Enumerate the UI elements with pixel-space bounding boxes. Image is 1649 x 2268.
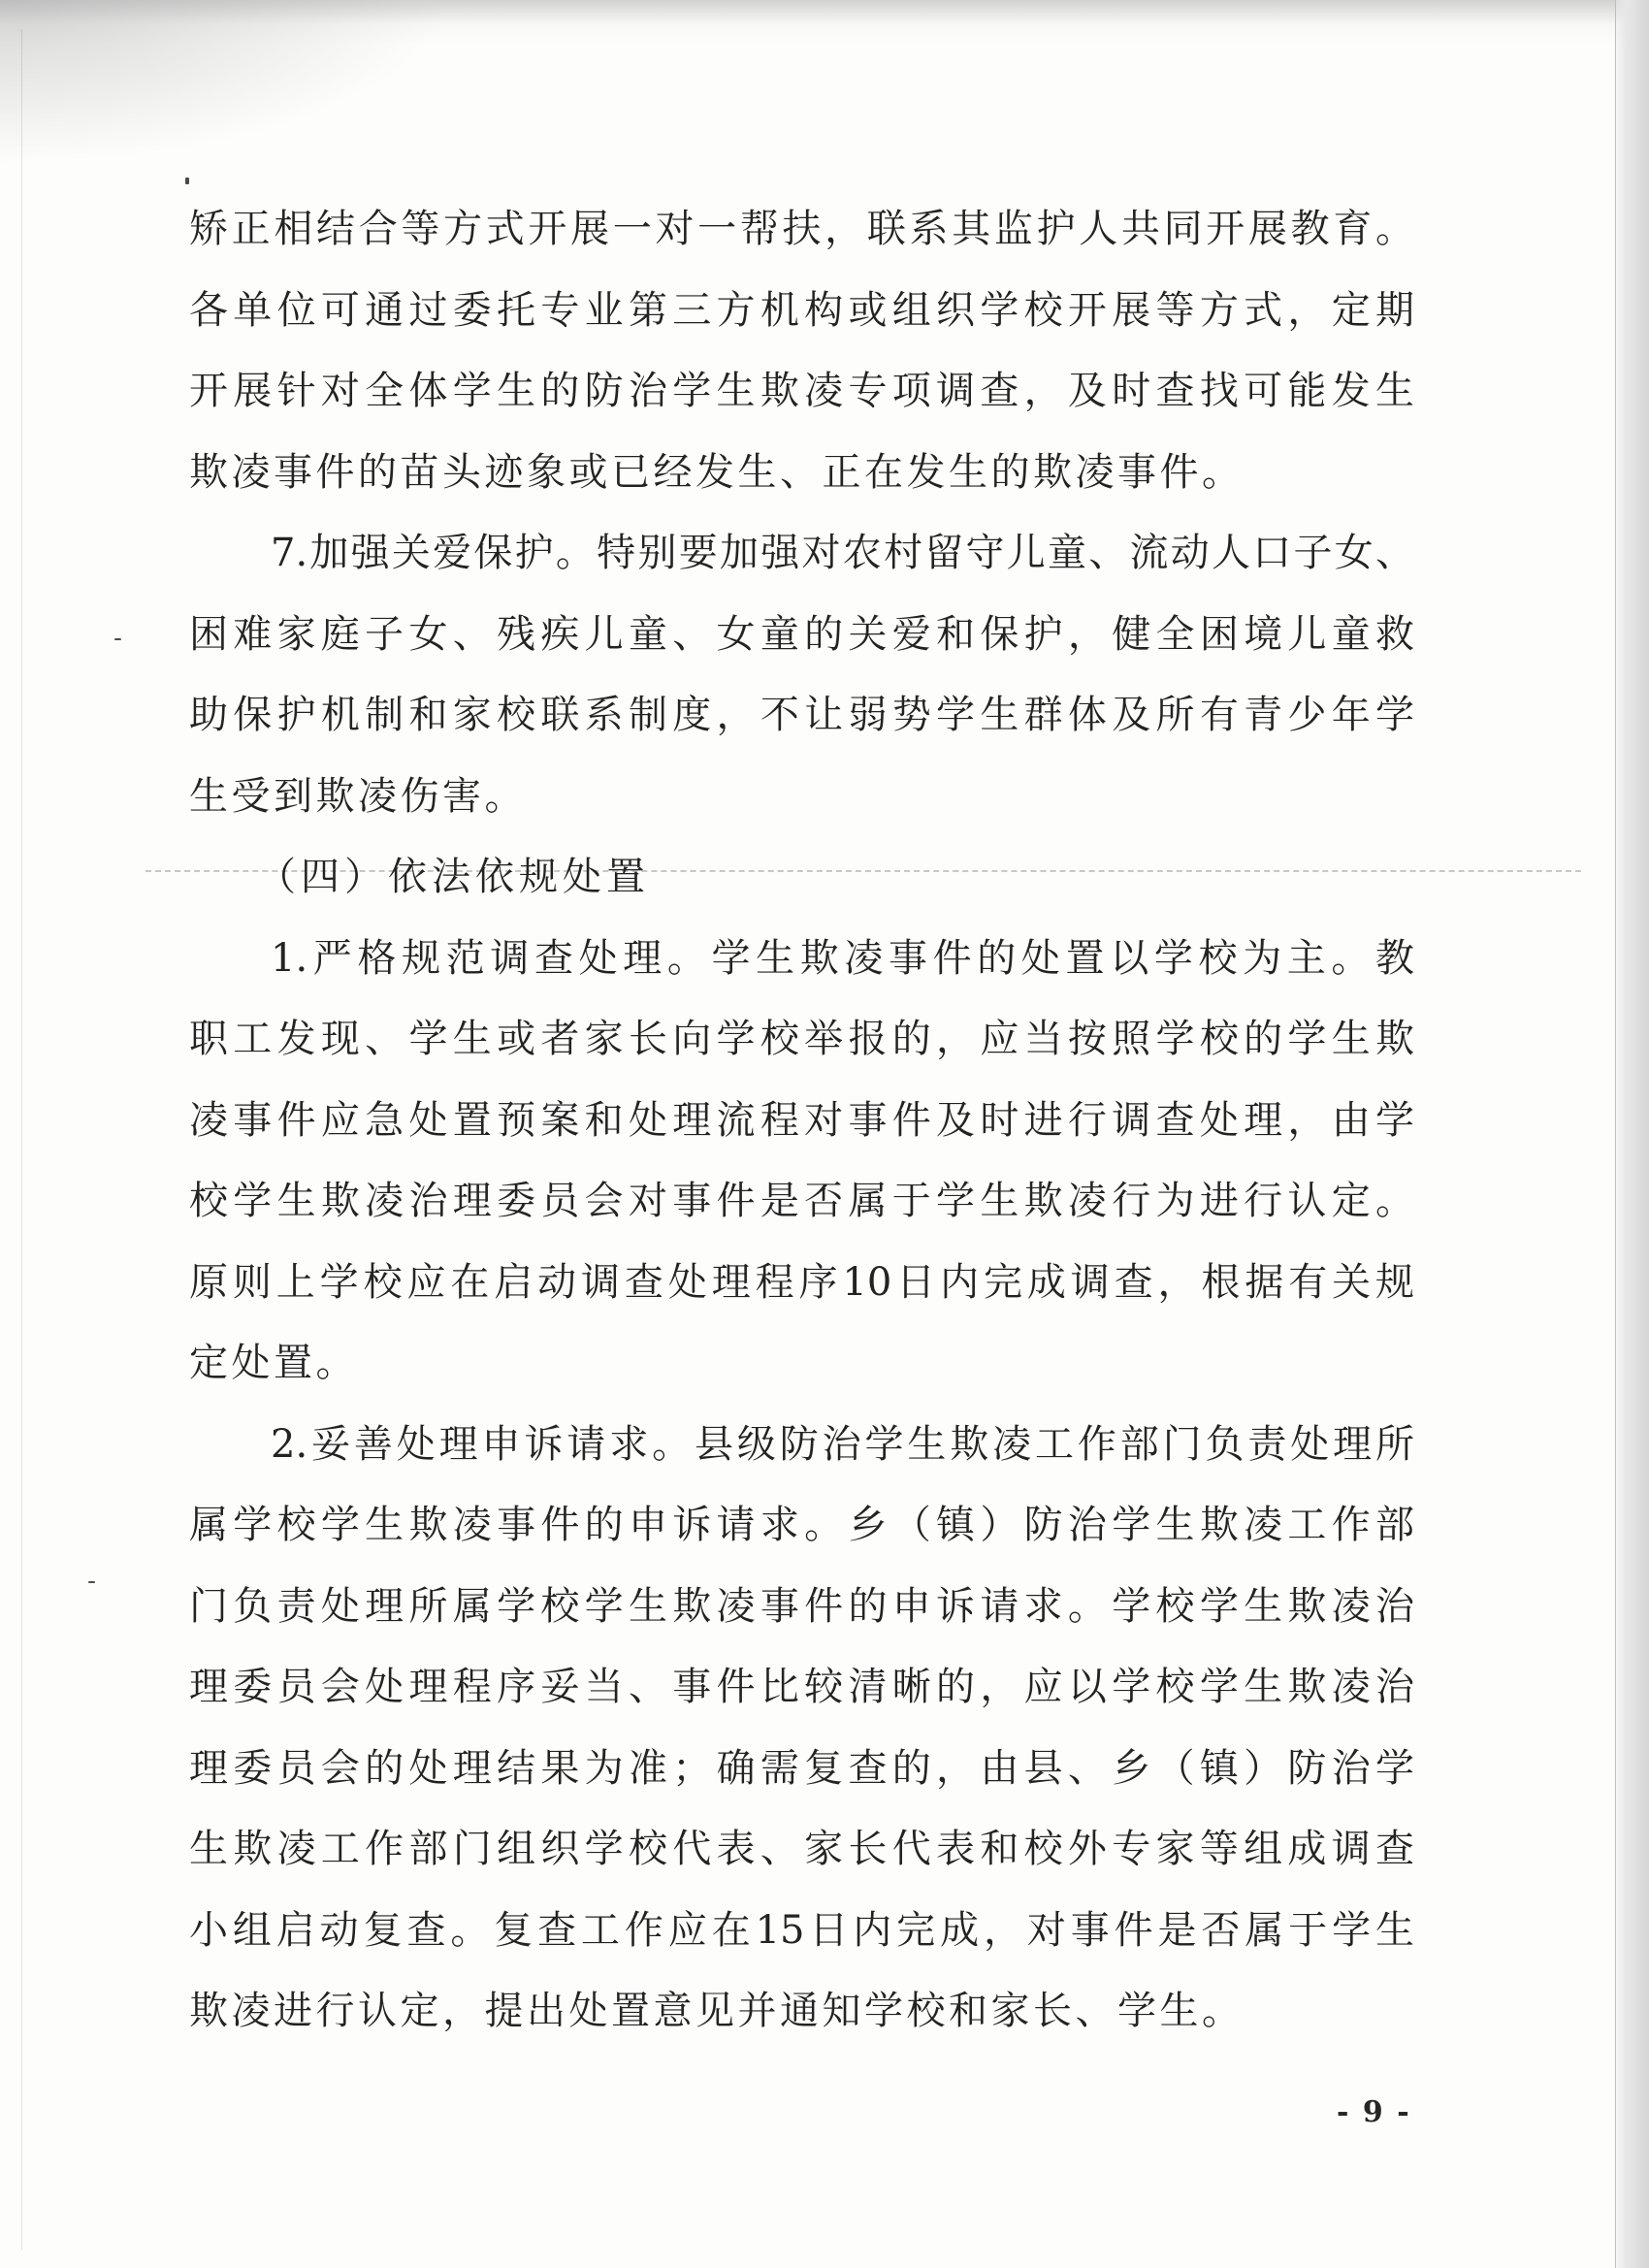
text-line: 各单位可通过委托专业第三方机构或组织学校开展等方式，定期 — [189, 287, 1414, 333]
text-line: 2.妥善处理申诉请求。县级防治学生欺凌工作部门负责处理所 — [271, 1421, 1414, 1467]
text-line: 生受到欺凌伤害。 — [189, 773, 527, 819]
text-line: 原则上学校应在启动调查处理程序10日内完成调查，根据有关规 — [189, 1259, 1414, 1305]
text-line: 7.加强关爱保护。特别要加强对农村留守儿童、流动人口子女、 — [271, 531, 1414, 575]
scan-speck — [185, 178, 189, 184]
section-heading: （四）依法依规处置 — [257, 855, 650, 899]
text-line: 助保护机制和家校联系制度，不让弱势学生群体及所有青少年学 — [189, 693, 1414, 737]
text-line: 凌事件应急处置预案和处理流程对事件及时进行调查处理，由学 — [189, 1097, 1414, 1143]
paragraph-intro — [189, 189, 1414, 513]
page-number: - 9 - — [1337, 2095, 1411, 2129]
scan-speck — [88, 1581, 95, 1583]
paragraph-item-2 — [189, 1405, 1414, 2053]
text-line: 生欺凌工作部门组织学校代表、家长代表和校外专家等组成调查 — [189, 1827, 1414, 1871]
scan-shadow-corner — [0, 0, 446, 165]
scan-edge-left — [21, 29, 22, 2251]
scan-edge-right — [1615, 0, 1649, 2268]
text-line: 定处置。 — [189, 1341, 358, 1385]
scan-speck — [114, 638, 121, 640]
text-line: 1.严格规范调查处理。学生欺凌事件的处置以学校为主。教 — [271, 935, 1414, 981]
text-line: 职工发现、学生或者家长向学校举报的，应当按照学校的学生欺 — [189, 1017, 1414, 1061]
text-line: 理委员会处理程序妥当、事件比较清晰的，应以学校学生欺凌治 — [189, 1665, 1414, 1709]
text-line: 欺凌事件的苗头迹象或已经发生、正在发生的欺凌事件。 — [189, 449, 1245, 495]
text-line: 困难家庭子女、残疾儿童、女童的关爱和保护，健全困境儿童救 — [189, 611, 1414, 657]
text-line: 理委员会的处理结果为准；确需复查的，由县、乡（镇）防治学 — [189, 1745, 1414, 1791]
body-text — [189, 189, 1414, 2053]
text-line: 矫正相结合等方式开展一对一帮扶，联系其监护人共同开展教育。 — [189, 207, 1414, 251]
paragraph-item-1 — [189, 919, 1414, 1405]
text-line: 校学生欺凌治理委员会对事件是否属于学生欺凌行为进行认定。 — [189, 1179, 1414, 1223]
text-line: 欺凌进行认定，提出处置意见并通知学校和家长、学生。 — [189, 1989, 1245, 2033]
text-line: 小组启动复查。复查工作应在15日内完成，对事件是否属于学生 — [189, 1907, 1414, 1953]
text-line: 开展针对全体学生的防治学生欺凌专项调查，及时查找可能发生 — [189, 369, 1414, 413]
text-line: 门负责处理所属学校学生欺凌事件的申诉请求。学校学生欺凌治 — [189, 1583, 1414, 1629]
text-line: 属学校学生欺凌事件的申诉请求。乡（镇）防治学生欺凌工作部 — [189, 1503, 1414, 1547]
paragraph-item-7 — [189, 513, 1414, 837]
